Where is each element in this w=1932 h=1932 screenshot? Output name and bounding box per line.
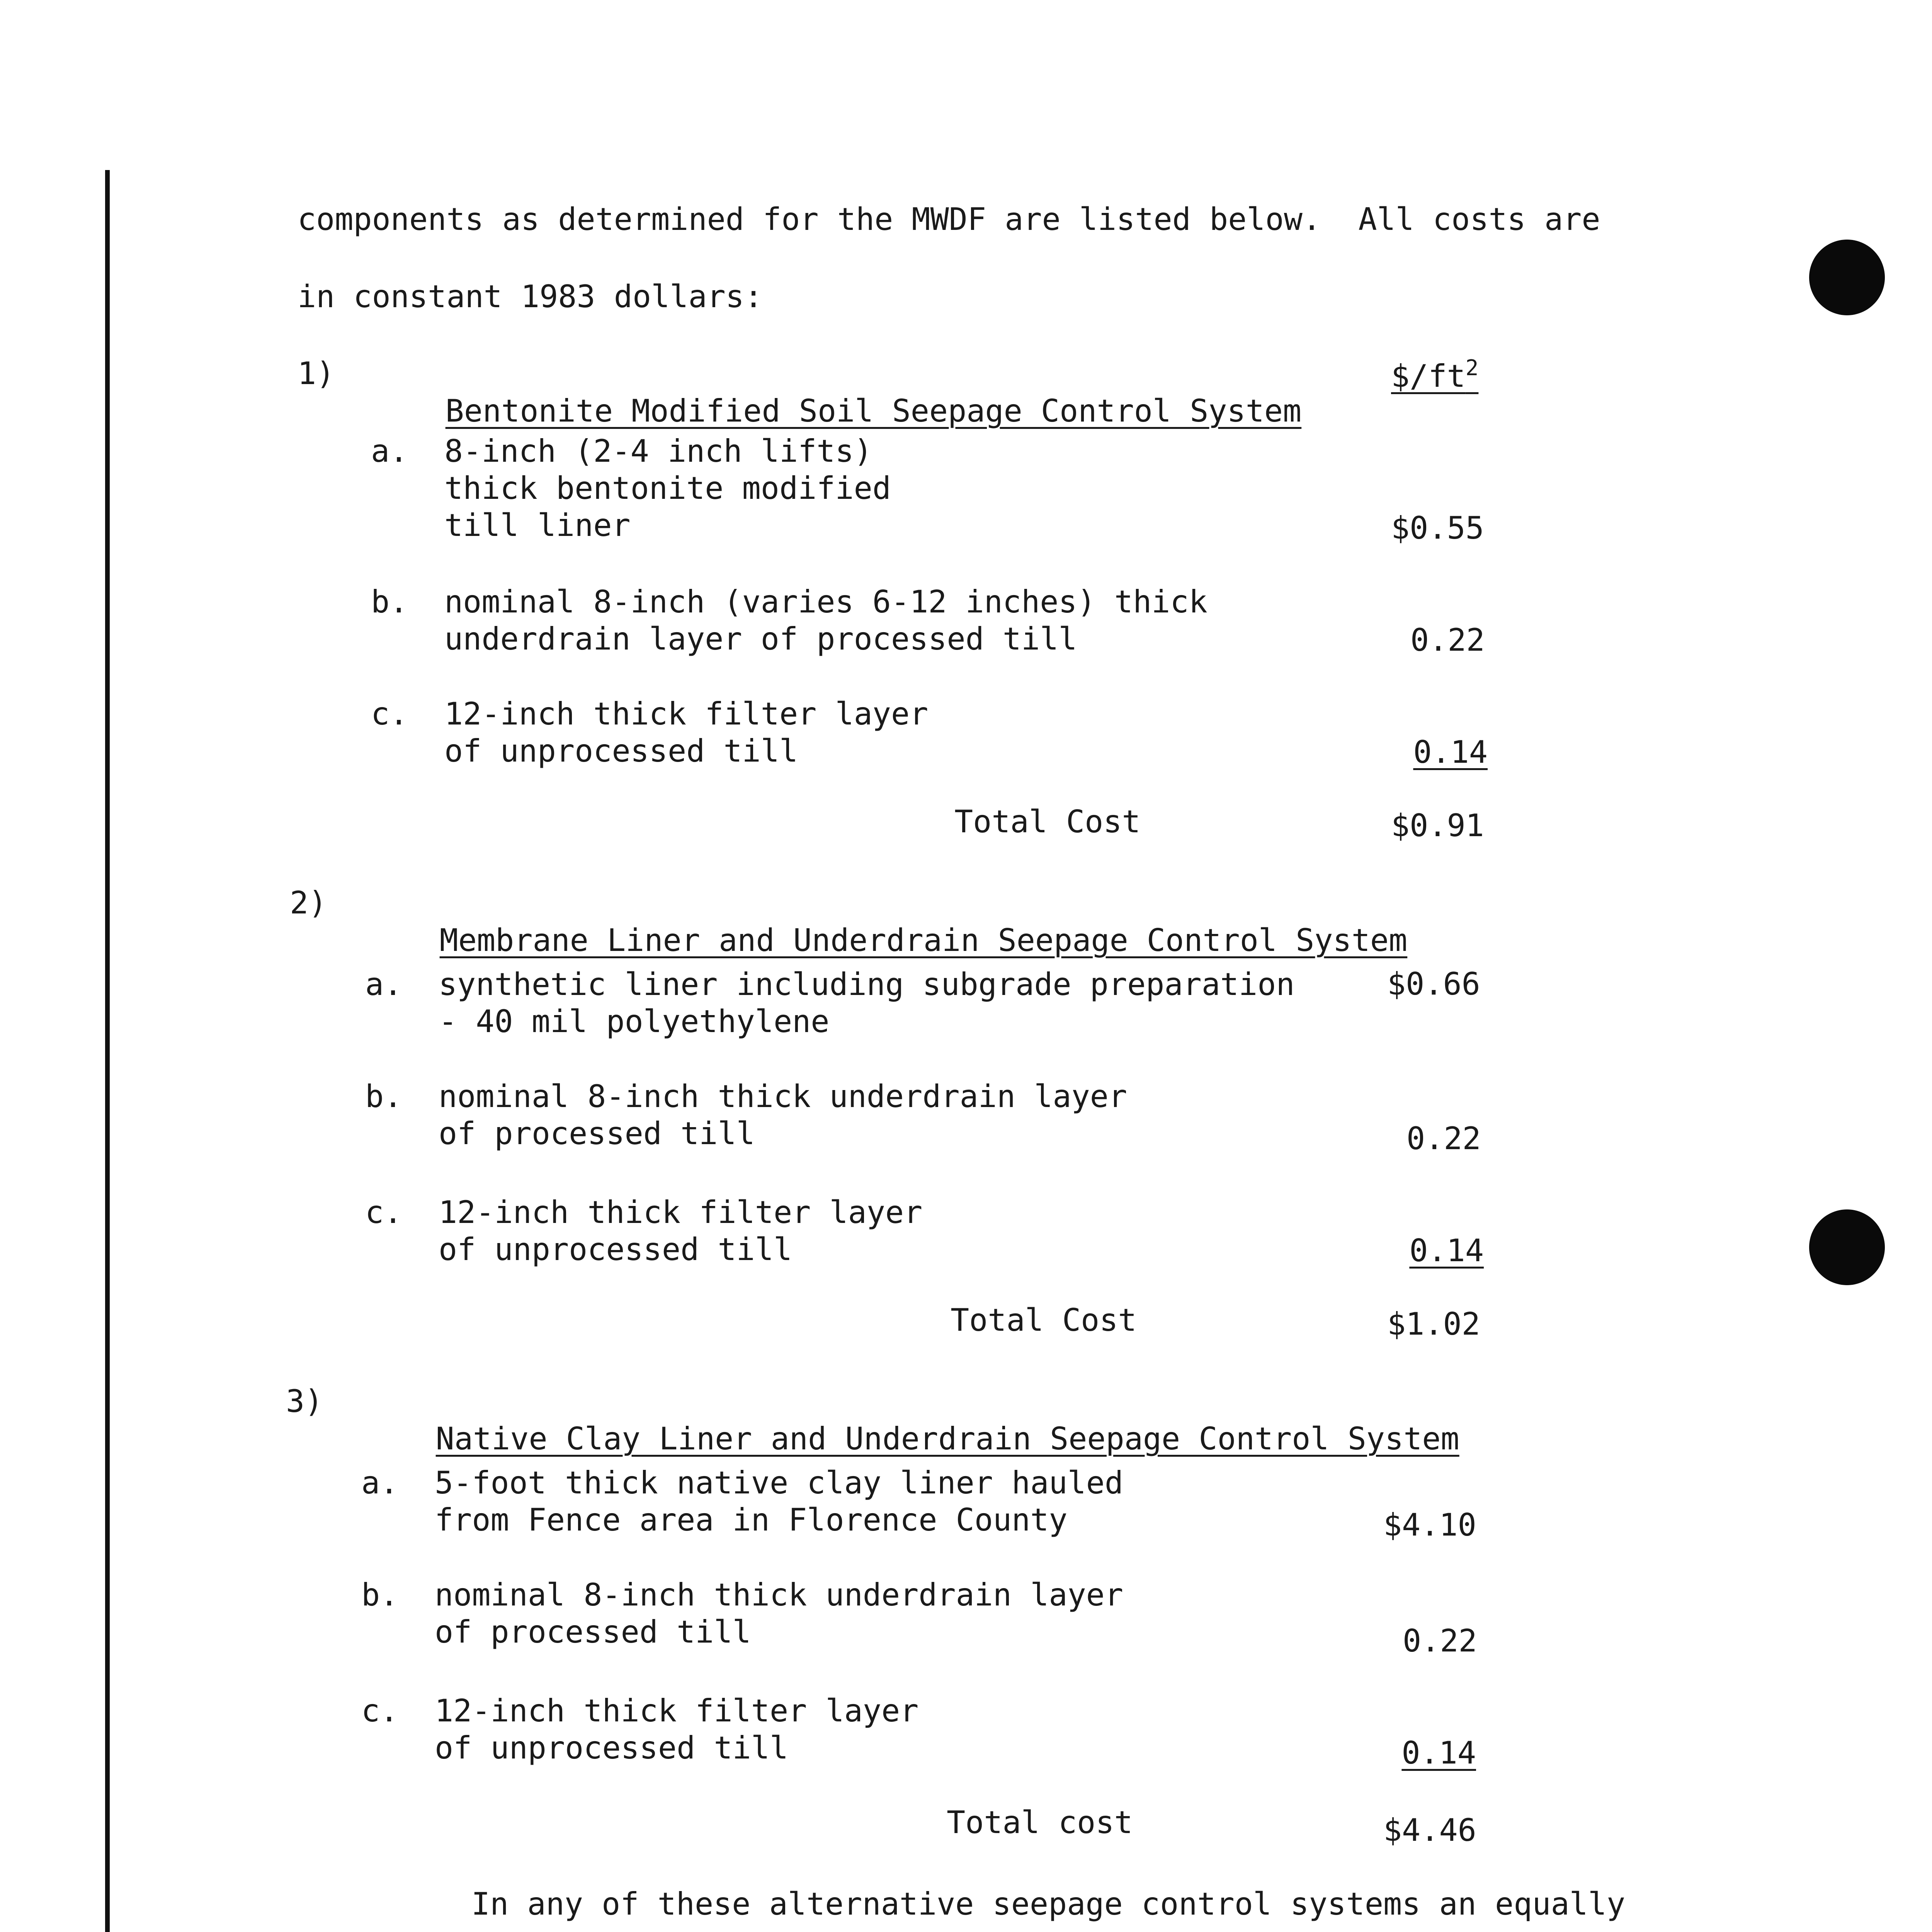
section-2-item-c-cost: 0.14 — [1409, 1233, 1484, 1269]
section-1-total-label: Total Cost — [954, 804, 1141, 840]
item-line: 12-inch thick filter layer — [439, 1194, 923, 1230]
item-line: - 40 mil polyethylene — [439, 1003, 830, 1039]
item-letter: c. — [361, 1693, 399, 1729]
item-line: synthetic liner including subgrade preparation — [439, 966, 1295, 1002]
cost-unit-header — [1391, 355, 1478, 394]
intro-line-2: in constant 1983 dollars: — [298, 279, 763, 315]
item-letter: a. — [365, 966, 403, 1002]
section-2-item-a-cost: $0.66 — [1387, 966, 1480, 1002]
cost-unit-exponent: 2 — [1465, 355, 1479, 381]
item-line: till liner — [444, 507, 631, 543]
section-3-number: 3) — [286, 1383, 323, 1419]
section-3-total-label: Total cost — [947, 1804, 1133, 1840]
section-3-item-c-cost: 0.14 — [1401, 1735, 1476, 1771]
item-letter: c. — [371, 696, 408, 732]
punch-hole-middle — [1809, 1209, 1885, 1285]
item-line: 12-inch thick filter layer — [435, 1693, 919, 1729]
section-3-item-b-cost: 0.22 — [1403, 1623, 1477, 1659]
section-3-total: $4.46 — [1383, 1812, 1476, 1848]
item-line: thick bentonite modified — [444, 470, 891, 506]
cost-unit: $/ft — [1391, 358, 1466, 394]
item-line: of processed till — [435, 1614, 751, 1650]
section-2-total-label: Total Cost — [951, 1302, 1137, 1338]
section-2-item-b-cost: 0.22 — [1406, 1121, 1481, 1156]
section-3-title-text: Native Clay Liner and Underdrain Seepage Control System — [435, 1421, 1459, 1457]
section-1-item-b-cost: 0.22 — [1410, 622, 1485, 658]
item-line: nominal 8-inch thick underdrain layer — [435, 1577, 1124, 1613]
item-line: of unprocessed till — [435, 1730, 789, 1766]
item-line: underdrain layer of processed till — [444, 621, 1077, 657]
item-line: of unprocessed till — [444, 733, 798, 769]
section-3-item-a-cost: $4.10 — [1383, 1507, 1476, 1543]
section-2-number: 2) — [290, 885, 327, 921]
section-1-total: $0.91 — [1391, 808, 1484, 844]
punch-hole-top — [1809, 240, 1885, 315]
section-1-number: 1) — [298, 355, 335, 391]
item-line: 8-inch (2-4 inch lifts) — [444, 433, 872, 469]
section-1-item-c-cost: 0.14 — [1413, 734, 1488, 770]
item-line: nominal 8-inch thick underdrain layer — [439, 1078, 1128, 1114]
item-letter: b. — [371, 584, 408, 620]
item-line: from Fence area in Florence County — [435, 1502, 1068, 1538]
item-line: 12-inch thick filter layer — [444, 696, 929, 732]
intro-line-1: components as determined for the MWDF are listed below. All costs are — [298, 201, 1600, 237]
section-2-total: $1.02 — [1387, 1306, 1480, 1342]
section-2-title-text: Membrane Liner and Underdrain Seepage Control System — [439, 922, 1408, 958]
section-1-title-text: Bentonite Modified Soil Seepage Control System — [445, 393, 1302, 429]
item-letter: b. — [361, 1577, 399, 1613]
item-line: of processed till — [439, 1116, 755, 1151]
margin-change-bar — [105, 170, 110, 1932]
closing-line-1: In any of these alternative seepage control systems an equally — [471, 1886, 1626, 1922]
item-line: 5-foot thick native clay liner hauled — [435, 1465, 1124, 1501]
item-letter: a. — [361, 1465, 399, 1501]
item-letter: b. — [365, 1078, 403, 1114]
section-1-item-a-cost: $0.55 — [1391, 510, 1484, 546]
item-line: nominal 8-inch (varies 6-12 inches) thick — [444, 584, 1208, 620]
item-letter: a. — [371, 433, 408, 469]
item-letter: c. — [365, 1194, 403, 1230]
item-line: of unprocessed till — [439, 1231, 793, 1267]
